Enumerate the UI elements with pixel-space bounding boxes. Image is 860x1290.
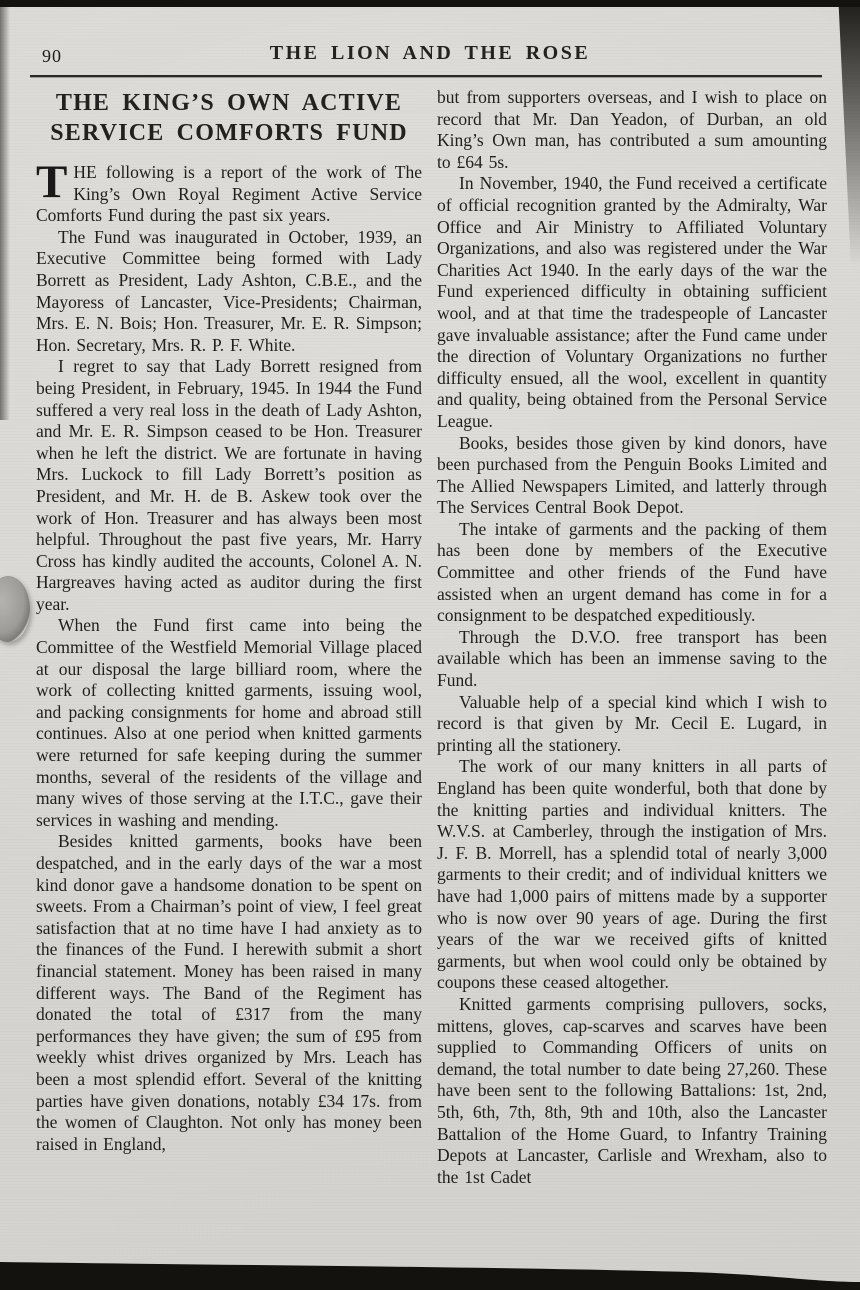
drop-cap: T	[36, 162, 68, 208]
paragraph: The intake of garments and the packing of them has been done by members of the Executive Committee and other friends of the Fund have assisted when an urgent demand has come in for a consignment to be despatched expeditiously.	[437, 518, 827, 626]
paragraph: When the Fund first came into being the Committee of the Westfield Memorial Village placed at our disposal the large billiard room, where the work of collecting knitted garments, issuing wool, and packing consignments for home and abroad still continues. Also at one period when knitted garments were returned for safe keeping during the summer months, several of the residents of the village and many wives of those serving at the I.T.C., gave their services in washing and mending.	[36, 615, 422, 830]
journal-title: THE LION AND THE ROSE	[269, 42, 591, 64]
paragraph: I regret to say that Lady Borrett resigned from being President, in February, 1945. In 1944 the Fund suffered a very real loss in the death of Lady Ashton, and Mr. E. R. Simpson ceased to be Hon. Treasurer when he left the district. We are fortunate in having Mrs. Luckock to fill Lady Borrett’s position as President, and Mr. H. de B. Askew took over the work of Hon. Treasurer and has always been most helpful. Throughout the past five years, Mr. Harry Cross has kindly audited the accounts, Colonel A. N. Hargreaves having acted as auditor during the first year.	[36, 356, 422, 614]
scan-edge-bottom	[0, 1230, 860, 1290]
header-rule	[30, 75, 822, 77]
page-number: 90	[42, 46, 62, 66]
article-title-line2: SERVICE COMFORTS FUND	[50, 120, 408, 146]
paragraph-continuation: but from supporters overseas, and I wish to place on record that Mr. Dan Yeadon, of Durban, an old King’s Own man, has contributed a sum amounting to £64 5s.	[437, 87, 827, 172]
scan-artifact-blob	[0, 576, 30, 642]
paragraph: Valuable help of a special kind which I wish to record is that given by Mr. Cecil E. Lugard, in printing all the stationery.	[437, 691, 827, 755]
paragraph: The work of our many knitters in all parts of England has been quite wonderful, both that done by the knitting parties and individual knitters. The W.V.S. at Camberley, through the instigation of Mrs. J. F. B. Morrell, has a splendid total of nearly 3,000 garments to their credit; and of individual knitters we have had 1,000 pairs of mittens made by a supporter who is now over 90 years of age. During the first years of the war we received gifts of knitted garments, but when wool could only be obtained by coupons these ceased altogether.	[437, 756, 827, 993]
paragraph: Knitted garments comprising pullovers, socks, mittens, gloves, cap-scarves and scarves have been supplied to Commanding Officers of units on demand, the total number to date being 27,260. These have been sent to the following Battalions: 1st, 2nd, 5th, 6th, 7th, 8th, 9th and 10th, also the Lancaster Battalion of the Home Guard, to Infantry Training Depots at Lancaster, Carlisle and Wrexham, also to the 1st Cadet	[437, 993, 827, 1187]
right-column	[437, 87, 827, 1199]
paragraph: The Fund was inaugurated in October, 1939, an Executive Committee being formed with Lady Borrett as President, Lady Ashton, C.B.E., and the Mayoress of Lancaster, Vice-Presidents; Chairman, Mrs. E. N. Bois; Hon. Treasurer, Mr. E. R. Simpson; Hon. Secretary, Mrs. R. P. F. White.	[36, 226, 422, 355]
scan-edge-left-shadow	[0, 0, 10, 420]
article-title-line1: THE KING’S OWN ACTIVE	[55, 90, 403, 116]
opening-text: HE following is a report of the work of The King’s Own Royal Regiment Active Service Comforts Fund during the past six years.	[36, 162, 422, 226]
paragraph: Besides knitted garments, books have been despatched, and in the early days of the war a most kind donor gave a handsome donation to be spent on sweets. From a Chairman’s point of view, I feel great satisfaction that at no time have I had anxiety as to the finances of the Fund. I herewith submit a short financial statement. Money has been raised in many different ways. The Band of the Regiment has donated the total of £317 from the many performances they have given; the sum of £95 from weekly whist drives organized by Mrs. Leach has been a most splendid effort. Several of the knitting parties have given donations, notably £34 17s. from the women of Claughton. Not only has money been raised in England,	[36, 831, 422, 1154]
left-column	[36, 162, 422, 1240]
article-title	[35, 88, 423, 148]
paragraph: In November, 1940, the Fund received a certificate of official recognition granted by the Admiralty, War Office and Air Ministry to Affiliated Voluntary Organizations, and also was registered under the War Charities Act 1940. In the early days of the war the Fund experienced difficulty in obtaining sufficient wool, and at that time the tradespeople of Lancaster gave invaluable assistance; after the Fund came under the direction of Voluntary Organizations no further difficulty ensued, all the wool, excellent in quantity and quality, being obtained from the Personal Service League.	[437, 173, 827, 431]
paragraph: Through the D.V.O. free transport has been available which has been an immense saving to the Fund.	[437, 626, 827, 691]
paragraph: Books, besides those given by kind donors, have been purchased from the Penguin Books Limited and The Allied Newspapers Limited, and latterly through The Services Central Book Depot.	[437, 432, 827, 518]
scan-edge-top	[0, 0, 860, 7]
paragraph-opening	[36, 162, 422, 227]
